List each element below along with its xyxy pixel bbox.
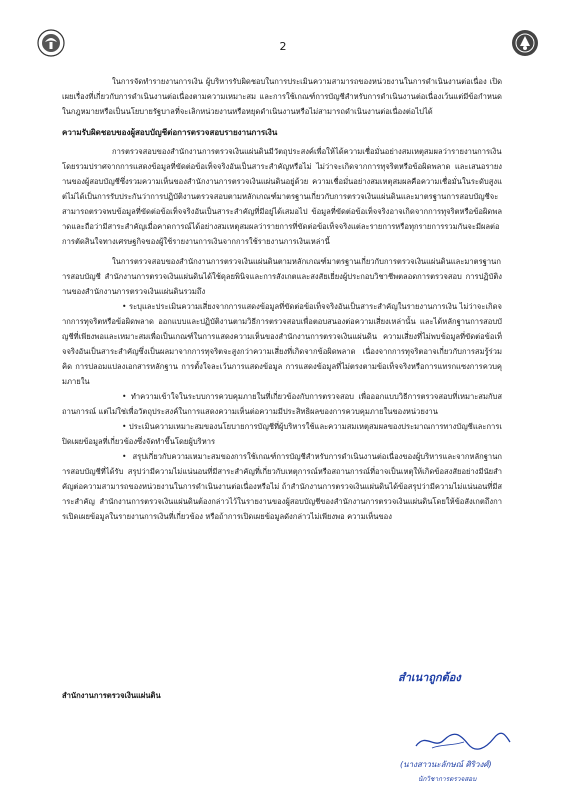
office-name: สำนักงานการตรวจเงินแผ่นดิน — [62, 691, 161, 700]
bullet-symbol: • — [122, 452, 127, 461]
handwritten-signature-icon — [412, 730, 512, 752]
bullet-symbol: • — [122, 422, 127, 431]
page-number: 2 — [279, 40, 287, 53]
paragraph-1: การตรวจสอบของสำนักงานการตรวจเงินแผ่นดินมีวัตถุประสงค์เพื่อให้ได้ความเชื่อมั่นอย่างสมเหตุสมผลว่ารายงานการเงินโดยรวมปราศจากการแสดงข้อมูลที่ขัดต่อข้อเท็จจริงอันเป็นสาระสำคัญหรือไม่ ไม่ว่าจะเกิดจากการทุจริตหรือข้อผิดพลาด และเสนอรายงานของผู้สอบบัญชีซึ่งรวมความเห็นของสำนักงานการตรวจเงินแผ่นดินอยู่ด้วย ความเชื่อมั่นอย่างสมเหตุสมผลคือความเชื่อมั่นในระดับสูงแต่ไม่ได้เป็นการรับประกันว่าการปฏิบัติงานตรวจสอบตามหลักเกณฑ์มาตรฐานเกี่ยวกับการตรวจเงินแผ่นดินและมาตรฐานการสอบบัญชีจะสามารถตรวจพบข้อมูลที่ขัดต่อข้อเท็จจริงอันเป็นสาระสำคัญที่มีอยู่ได้เสมอไป ข้อมูลที่ขัดต่อข้อเท็จจริงอาจเกิดจากการทุจริตหรือข้อผิดพลาดและถือว่ามีสาระสำคัญเมื่อคาดการณ์ได้อย่างสมเหตุสมผลว่ารายการที่ขัดต่อข้อเท็จจริงแต่ละรายการหรือทุกรายการรวมกันจะมีผลต่อการตัดสินใจทางเศรษฐกิจของผู้ใช้รายงานการเงินจากการใช้รายงานการเงินเหล่านี้ — [62, 147, 502, 246]
bullet-symbol: • — [122, 392, 127, 401]
bullet-item: • สรุปเกี่ยวกับความเหมาะสมของการใช้เกณฑ์การบัญชีสำหรับการดำเนินงานต่อเนื่องของผู้บริหารและจากหลักฐานการสอบบัญชีที่ได้รับ สรุปว่ามีความไม่แน่นอนที่มีสาระสำคัญที่เกี่ยวกับเหตุการณ์หรือสถานการณ์ที่อาจเป็นเหตุให้เกิดข้อสงสัยอย่างมีนัยสำคัญต่อความสามารถของหน่วยงานในการดำเนินงานต่อเนื่องหรือไม่ ถ้าสำนักงานการตรวจเงินแผ่นดินได้ข้อสรุปว่ามีความไม่แน่นอนที่มีสาระสำคัญ สำนักงานการตรวจเงินแผ่นดินต้องกล่าวไว้ในรายงานของผู้สอบบัญชีของสำนักงานการตรวจเงินแผ่นดินโดยให้ข้อสังเกตถึงการเปิดเผยข้อมูลในรายงานการเงินที่เกี่ยวข้อง หรือถ้าการเปิดเผยข้อมูลดังกล่าวไม่เพียงพอ ความเห็นของ — [62, 452, 502, 521]
signer-title: นักวิชาการตรวจสอบ — [418, 775, 477, 783]
bullet-list — [62, 299, 502, 524]
bullet-item: • ระบุและประเมินความเสี่ยงจากการแสดงข้อมูลที่ขัดต่อข้อเท็จจริงอันเป็นสาระสำคัญในรายงานการเงิน ไม่ว่าจะเกิดจากการทุจริตหรือข้อผิดพลาด ออกแบบและปฏิบัติงานตามวิธีการตรวจสอบเพื่อตอบสนองต่อความเสี่ยงเหล่านั้น และได้หลักฐานการสอบบัญชีที่เพียงพอและเหมาะสมเพื่อเป็นเกณฑ์ในการแสดงความเห็นของสำนักงานการตรวจเงินแผ่นดิน ความเสี่ยงที่ไม่พบข้อมูลที่ขัดต่อข้อเท็จจริงอันเป็นสาระสำคัญซึ่งเป็นผลมาจากการทุจริตจะสูงกว่าความเสี่ยงที่เกิดจากข้อผิดพลาด เนื่องจากการทุจริตอาจเกี่ยวกับการสมรู้ร่วมคิด การปลอมแปลงเอกสารหลักฐาน การตั้งใจละเว้นการแสดงข้อมูล การแสดงข้อมูลที่ไม่ตรงตามข้อเท็จจริงหรือการแทรกแซงการควบคุมภายใน — [62, 302, 502, 386]
signer-name: (นางสาวนะลักษณ์ ศิริวงศ์) — [400, 760, 492, 769]
certified-copy-stamp: สำเนาถูกต้อง — [398, 671, 461, 684]
paragraph-2: ในการตรวจสอบของสำนักงานการตรวจเงินแผ่นดินตามหลักเกณฑ์มาตรฐานเกี่ยวกับการตรวจเงินแผ่นดินและมาตรฐานการสอบบัญชี สำนักงานการตรวจเงินแผ่นดินได้ใช้ดุลยพินิจและการสังเกตและสงสัยเยี่ยงผู้ประกอบวิชาชีพตลอดการตรวจสอบ การปฏิบัติงานของสำนักงานการตรวจเงินแผ่นดินรวมถึง — [62, 257, 502, 296]
bullet-item: • ประเมินความเหมาะสมของนโยบายการบัญชีที่ผู้บริหารใช้และความสมเหตุสมผลของประมาณการทางบัญชีและการเปิดเผยข้อมูลที่เกี่ยวข้องซึ่งจัดทำขึ้นโดยผู้บริหาร — [62, 422, 502, 446]
audit-office-seal-icon — [510, 28, 540, 58]
document-body — [62, 74, 502, 524]
section-heading: ความรับผิดชอบของผู้สอบบัญชีต่อการตรวจสอบรายงานการเงิน — [62, 128, 278, 137]
bullet-item: • ทำความเข้าใจในระบบการควบคุมภายในที่เกี่ยวข้องกับการตรวจสอบ เพื่อออกแบบวิธีการตรวจสอบที่เหมาะสมกับสถานการณ์ แต่ไม่ใช่เพื่อวัตถุประสงค์ในการแสดงความเห็นต่อความมีประสิทธิผลของการควบคุมภายในของหน่วยงาน — [62, 392, 502, 416]
intro-paragraph: ในการจัดทำรายงานการเงิน ผู้บริหารรับผิดชอบในการประเมินความสามารถของหน่วยงานในการดำเนินงานต่อเนื่อง เปิดเผยเรื่องที่เกี่ยวกับการดำเนินงานต่อเนื่องตามความเหมาะสม และการใช้เกณฑ์การบัญชีสำหรับการดำเนินงานต่อเนื่องเว้นแต่มีข้อกำหนดในกฎหมายหรือเป็นนโยบายรัฐบาลที่จะเลิกหน่วยงานหรือหยุดดำเนินงานหรือไม่สามารถดำเนินงานต่อเนื่องต่อไปได้ — [62, 77, 502, 116]
bullet-symbol: • — [122, 302, 127, 311]
